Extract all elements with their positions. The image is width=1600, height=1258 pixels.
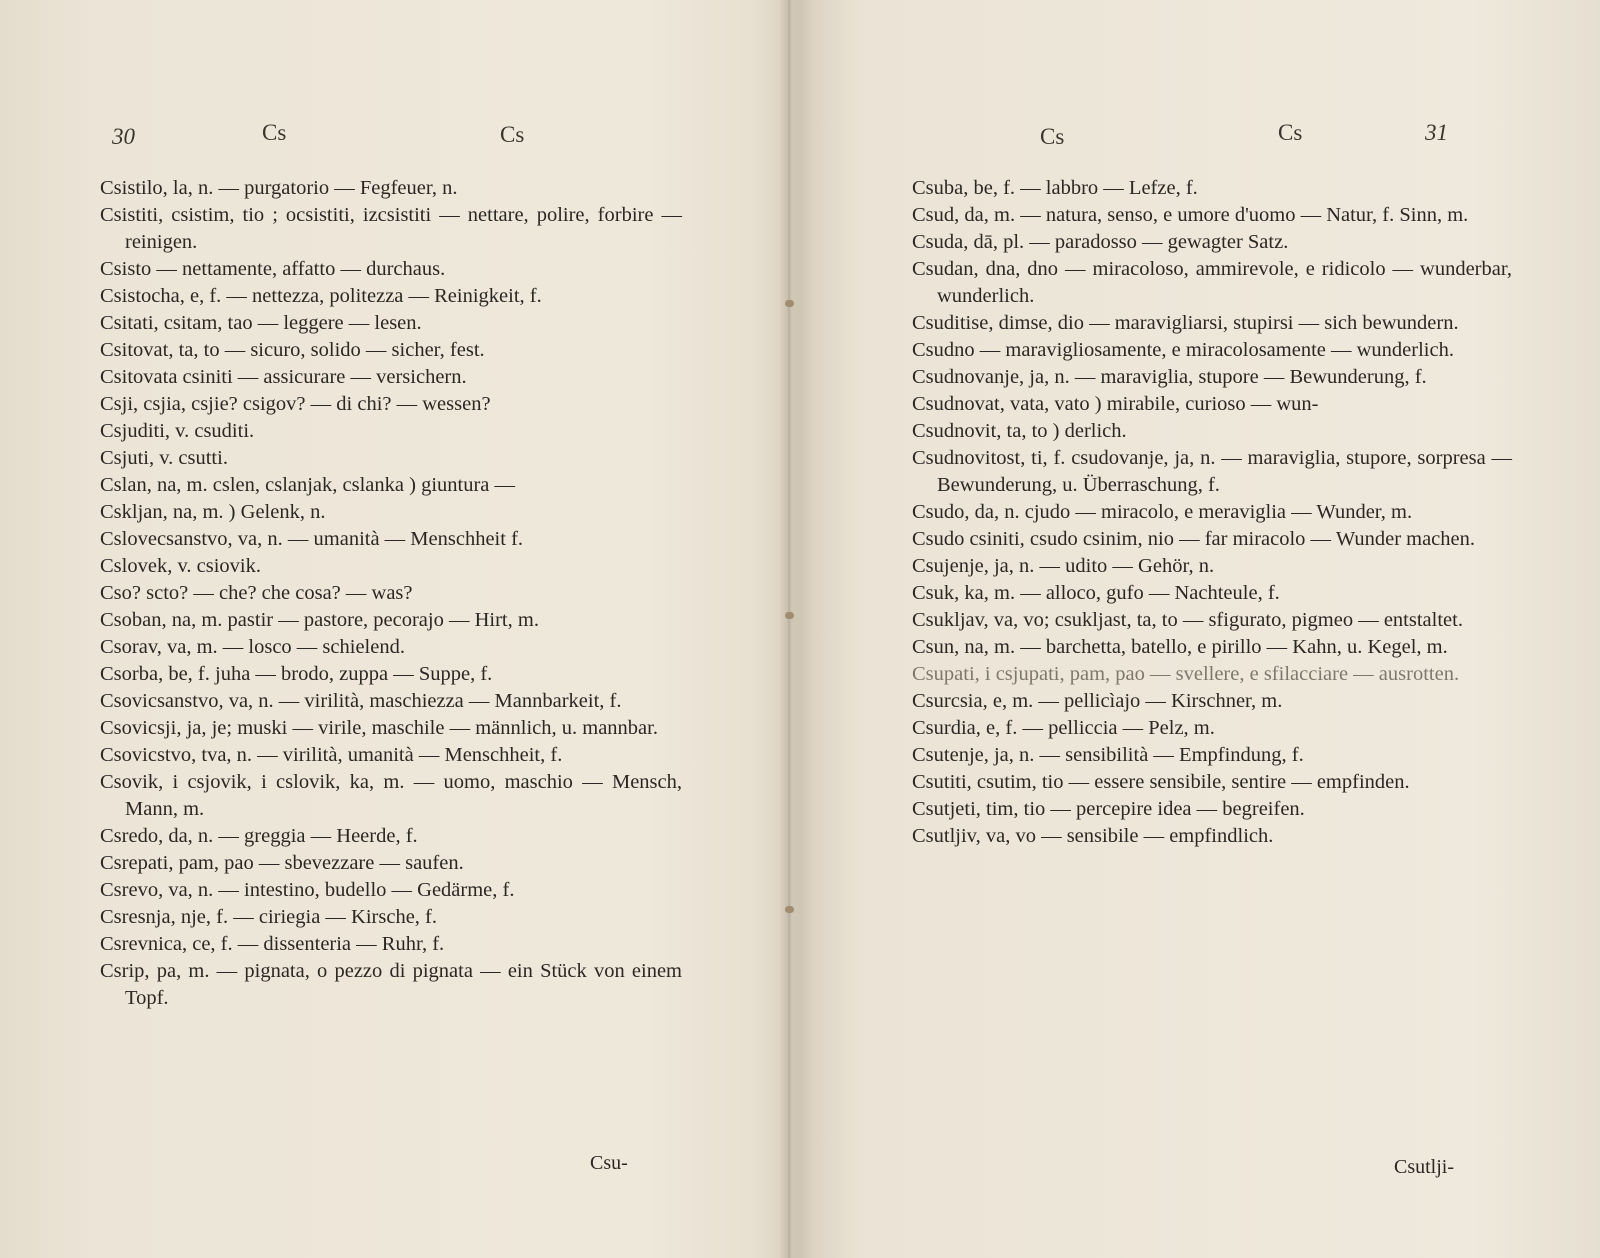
dictionary-entry: Csovik, i csjovik, i cslovik, ka, m. — uomo, maschio — Mensch, Mann, m.: [100, 771, 682, 820]
binding-stitch: [785, 300, 794, 307]
dictionary-entry: Csrepati, pam, pao — sbevezzare — saufen.: [100, 852, 464, 874]
running-head-left: Cs: [262, 120, 287, 145]
dictionary-entry: Csji, csjia, csjie? csigov? — di chi? — wessen?: [100, 393, 491, 415]
dictionary-entry: Csudnovit, ta, to ) derlich.: [912, 420, 1127, 442]
running-head-left: Cs: [1040, 124, 1065, 149]
dictionary-entry: Csovicstvo, tva, n. — virilità, umanità — Menschheit, f.: [100, 744, 563, 766]
dictionary-entry: Cslan, na, m. cslen, cslanjak, cslanka ) giuntura —: [100, 474, 516, 496]
dictionary-entry: Cskljan, na, m. ) Gelenk, n.: [100, 501, 326, 523]
dictionary-entry: Csutiti, csutim, tio — essere sensibile, sentire — empfinden.: [912, 771, 1410, 793]
dictionary-entry: Csudnovitost, ti, f. csudovanje, ja, n. — maraviglia, stupore, sorpresa — Bewunderung, u. Überraschung, f.: [912, 447, 1512, 496]
dictionary-entry: Csorav, va, m. — losco — schielend.: [100, 636, 405, 658]
dictionary-entry: Csrevo, va, n. — intestino, budello — Gedärme, f.: [100, 879, 515, 901]
dictionary-entry: Csitati, csitam, tao — leggere — lesen.: [100, 312, 422, 334]
dictionary-entry: Csukljav, va, vo; csukljast, ta, to — sfigurato, pigmeo — entstaltet.: [912, 609, 1463, 631]
dictionary-entry: Csuba, be, f. — labbro — Lefze, f.: [912, 177, 1198, 199]
dictionary-entry: Csresnja, nje, f. — ciriegia — Kirsche, f.: [100, 906, 438, 928]
left-page: [0, 0, 780, 1258]
dictionary-entry: Csistilo, la, n. — purgatorio — Fegfeuer, n.: [100, 177, 458, 199]
dictionary-entries: [912, 175, 1512, 850]
running-head-right: Cs: [500, 122, 525, 147]
dictionary-entry: Csitovat, ta, to — sicuro, solido — sicher, fest.: [100, 339, 485, 361]
dictionary-entry: Csuda, dā, pl. — paradosso — gewagter Satz.: [912, 231, 1289, 253]
dictionary-entry: Csjuditi, v. csuditi.: [100, 420, 255, 442]
dictionary-entry: Csurcsia, e, m. — pellicìajo — Kirschner, m.: [912, 690, 1283, 712]
dictionary-entry: Csutjeti, tim, tio — percepire idea — begreifen.: [912, 798, 1305, 820]
catchword: Csu-: [590, 1152, 628, 1174]
binding-stitch: [785, 906, 794, 913]
binding-stitch: [785, 612, 794, 619]
dictionary-entry: Csutenje, ja, n. — sensibilità — Empfindung, f.: [912, 744, 1304, 766]
dictionary-entry: Csudnovat, vata, vato ) mirabile, curioso — wun-: [912, 393, 1319, 415]
dictionary-entry: Csistocha, e, f. — nettezza, politezza — Reinigkeit, f.: [100, 285, 542, 307]
dictionary-entry: Csudan, dna, dno — miracoloso, ammirevole, e ridicolo — wunderbar, wunderlich.: [912, 258, 1512, 307]
dictionary-entry: Csovicsanstvo, va, n. — virilità, maschiezza — Mannbarkeit, f.: [100, 690, 622, 712]
dictionary-entry: Csun, na, m. — barchetta, batello, e pirillo — Kahn, u. Kegel, m.: [912, 636, 1448, 658]
dictionary-entry: Cslovecsanstvo, va, n. — umanità — Menschheit f.: [100, 528, 524, 550]
page-number: 31: [1425, 120, 1448, 145]
running-head-right: Cs: [1278, 120, 1303, 145]
dictionary-entry: Csovicsji, ja, je; muski — virile, maschile — männlich, u. mannbar.: [100, 717, 658, 739]
dictionary-entry: Csudo, da, n. cjudo — miracolo, e meraviglia — Wunder, m.: [912, 501, 1413, 523]
dictionary-entry: Cso? scto? — che? che cosa? — was?: [100, 582, 413, 604]
dictionary-entry: Csuk, ka, m. — alloco, gufo — Nachteule, f.: [912, 582, 1280, 604]
dictionary-entry: Csjuti, v. csutti.: [100, 447, 228, 469]
dictionary-entry: Csitovata csiniti — assicurare — versichern.: [100, 366, 467, 388]
right-page: [800, 0, 1600, 1258]
catchword: Csutlji-: [1394, 1156, 1455, 1178]
dictionary-entry: Csud, da, m. — natura, senso, e umore d'uomo — Natur, f. Sinn, m.: [912, 204, 1469, 226]
dictionary-entry: Csudno — maravigliosamente, e miracolosamente — wunderlich.: [912, 339, 1454, 361]
dictionary-entry: Csistiti, csistim, tio ; ocsistiti, izcsistiti — nettare, polire, forbire — reinigen.: [100, 204, 682, 253]
dictionary-entry: Csupati, i csjupati, pam, pao — svellere, e sfilacciare — ausrotten.: [912, 663, 1460, 685]
dictionary-entries: [100, 175, 682, 1012]
page-number: 30: [112, 124, 135, 149]
dictionary-entry: Csurdia, e, f. — pelliccia — Pelz, m.: [912, 717, 1215, 739]
dictionary-entry: Csuditise, dimse, dio — maravigliarsi, stupirsi — sich bewundern.: [912, 312, 1459, 334]
dictionary-entry: Csrip, pa, m. — pignata, o pezzo di pignata — ein Stück von einem Topf.: [100, 960, 682, 1009]
dictionary-entry: Csrevnica, ce, f. — dissenteria — Ruhr, f.: [100, 933, 445, 955]
dictionary-entry: Cslovek, v. csiovik.: [100, 555, 261, 577]
dictionary-entry: Csoban, na, m. pastir — pastore, pecorajo — Hirt, m.: [100, 609, 539, 631]
dictionary-entry: Csisto — nettamente, affatto — durchaus.: [100, 258, 446, 280]
dictionary-entry: Csorba, be, f. juha — brodo, zuppa — Suppe, f.: [100, 663, 493, 685]
dictionary-entry: Csredo, da, n. — greggia — Heerde, f.: [100, 825, 418, 847]
dictionary-entry: Csudo csiniti, csudo csinim, nio — far miracolo — Wunder machen.: [912, 528, 1476, 550]
dictionary-entry: Csujenje, ja, n. — udito — Gehör, n.: [912, 555, 1215, 577]
dictionary-entry: Csudnovanje, ja, n. — maraviglia, stupore — Bewunderung, f.: [912, 366, 1427, 388]
dictionary-entry: Csutljiv, va, vo — sensibile — empfindlich.: [912, 825, 1274, 847]
